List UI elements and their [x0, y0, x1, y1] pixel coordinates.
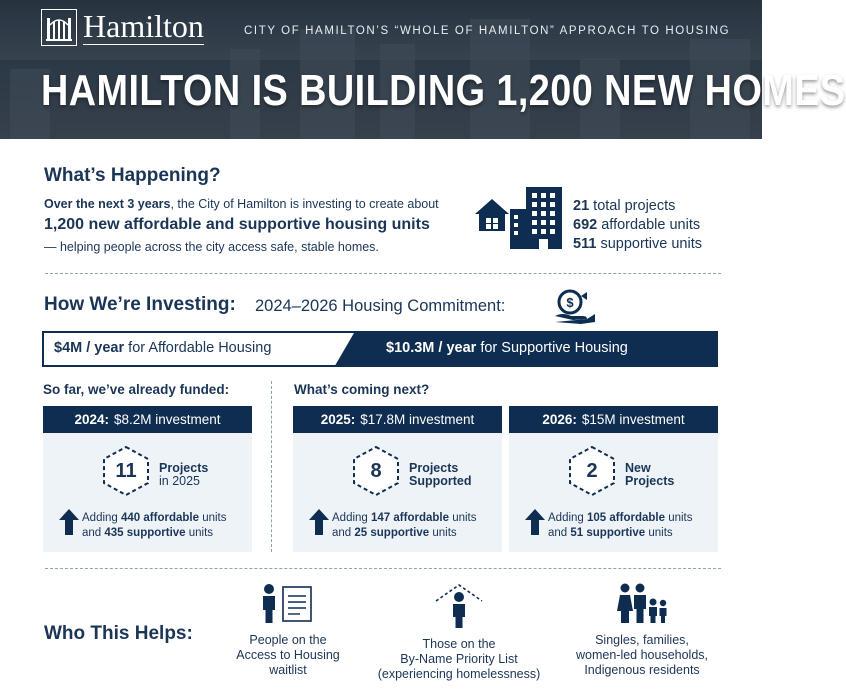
logo-wordmark: Hamilton — [83, 8, 204, 44]
card-header: 2026: $15M investment — [509, 406, 718, 433]
whats-happening-heading: What’s Happening? — [44, 165, 221, 186]
investment-bar — [42, 331, 718, 367]
stat-supportive-units: 511 supportive units — [573, 236, 702, 252]
investing-heading: How We’re Investing: — [44, 294, 236, 315]
hero-tagline: CITY OF HAMILTON’S “WHOLE OF HAMILTON” APPROACH TO HOUSING — [244, 25, 731, 37]
svg-text:$: $ — [566, 295, 574, 310]
group-line: By-Name Priority List — [400, 652, 518, 666]
coming-next-heading: What’s coming next? — [294, 382, 430, 397]
year-card-2024 — [43, 406, 252, 552]
group-line: People on the — [249, 633, 327, 647]
units-added: Adding 147 affordable units and 25 supportive units — [332, 512, 477, 539]
person-document-icon — [260, 583, 316, 625]
group-line: women-led households, — [575, 648, 709, 662]
hexagon-house-icon — [351, 445, 401, 497]
hamilton-crest-icon — [41, 9, 77, 46]
project-label: Projects in 2025 — [159, 461, 209, 488]
hexagon-house-icon — [567, 445, 617, 497]
group-families — [564, 583, 720, 678]
lead-bold: Over the next 3 years — [44, 197, 171, 211]
hero-banner — [0, 0, 846, 139]
housing-stats — [573, 197, 702, 254]
group-line: waitlist — [269, 663, 307, 677]
lead-rest: , the City of Hamilton is investing to create about — [170, 197, 439, 211]
group-line: Those on the — [422, 637, 496, 651]
house-icon — [473, 197, 511, 233]
family-icon — [614, 583, 670, 625]
headline-units: 1,200 new affordable and supportive housing units — [44, 216, 430, 234]
apartment-building-icon — [510, 187, 562, 249]
arrow-up-icon — [309, 509, 329, 535]
hexagon-house-icon — [101, 445, 151, 497]
group-by-name-list — [371, 583, 547, 682]
project-label: Projects Supported — [409, 461, 472, 488]
group-line: Access to Housing — [236, 648, 340, 662]
group-line: Singles, families, — [595, 633, 689, 647]
stat-affordable-units: 692 affordable units — [573, 217, 701, 233]
group-line: (experiencing homelessness) — [377, 667, 541, 681]
year-card-2025 — [293, 406, 502, 552]
column-divider — [271, 381, 272, 552]
group-waitlist — [222, 583, 354, 678]
arrow-up-icon — [525, 509, 545, 535]
supportive-funding: $10.3M / year for Supportive Housing — [386, 340, 628, 356]
whats-happening-text — [44, 195, 464, 258]
stat-total-projects: 21 total projects — [573, 198, 676, 214]
section-divider — [45, 568, 721, 569]
units-added: Adding 105 affordable units and 51 supportive units — [548, 512, 693, 539]
units-added: Adding 440 affordable units and 435 supportive units — [82, 512, 227, 539]
person-shelter-icon — [434, 583, 484, 629]
project-count: 11 — [115, 459, 137, 482]
who-helps-heading: Who This Helps: — [44, 623, 193, 644]
city-logo[interactable] — [41, 9, 204, 46]
money-hand-icon — [551, 286, 597, 326]
project-count: 2 — [586, 459, 598, 482]
card-header: 2024: $8.2M investment — [43, 406, 252, 433]
year-card-2026 — [509, 406, 718, 552]
page-title: HAMILTON IS BUILDING 1,200 NEW HOMES — [41, 66, 846, 115]
group-line: Indigenous residents — [584, 663, 700, 677]
card-header: 2025: $17.8M investment — [293, 406, 502, 433]
funded-heading: So far, we’ve already funded: — [43, 382, 230, 397]
commitment-subtitle: 2024–2026 Housing Commitment: — [255, 297, 506, 315]
section-divider — [45, 273, 721, 274]
lead-tail: — helping people across the city access safe, stable homes. — [44, 240, 379, 255]
project-count: 8 — [370, 459, 382, 482]
project-label: New Projects — [625, 461, 675, 488]
arrow-up-icon — [59, 509, 79, 535]
affordable-funding: $4M / year for Affordable Housing — [54, 340, 272, 356]
